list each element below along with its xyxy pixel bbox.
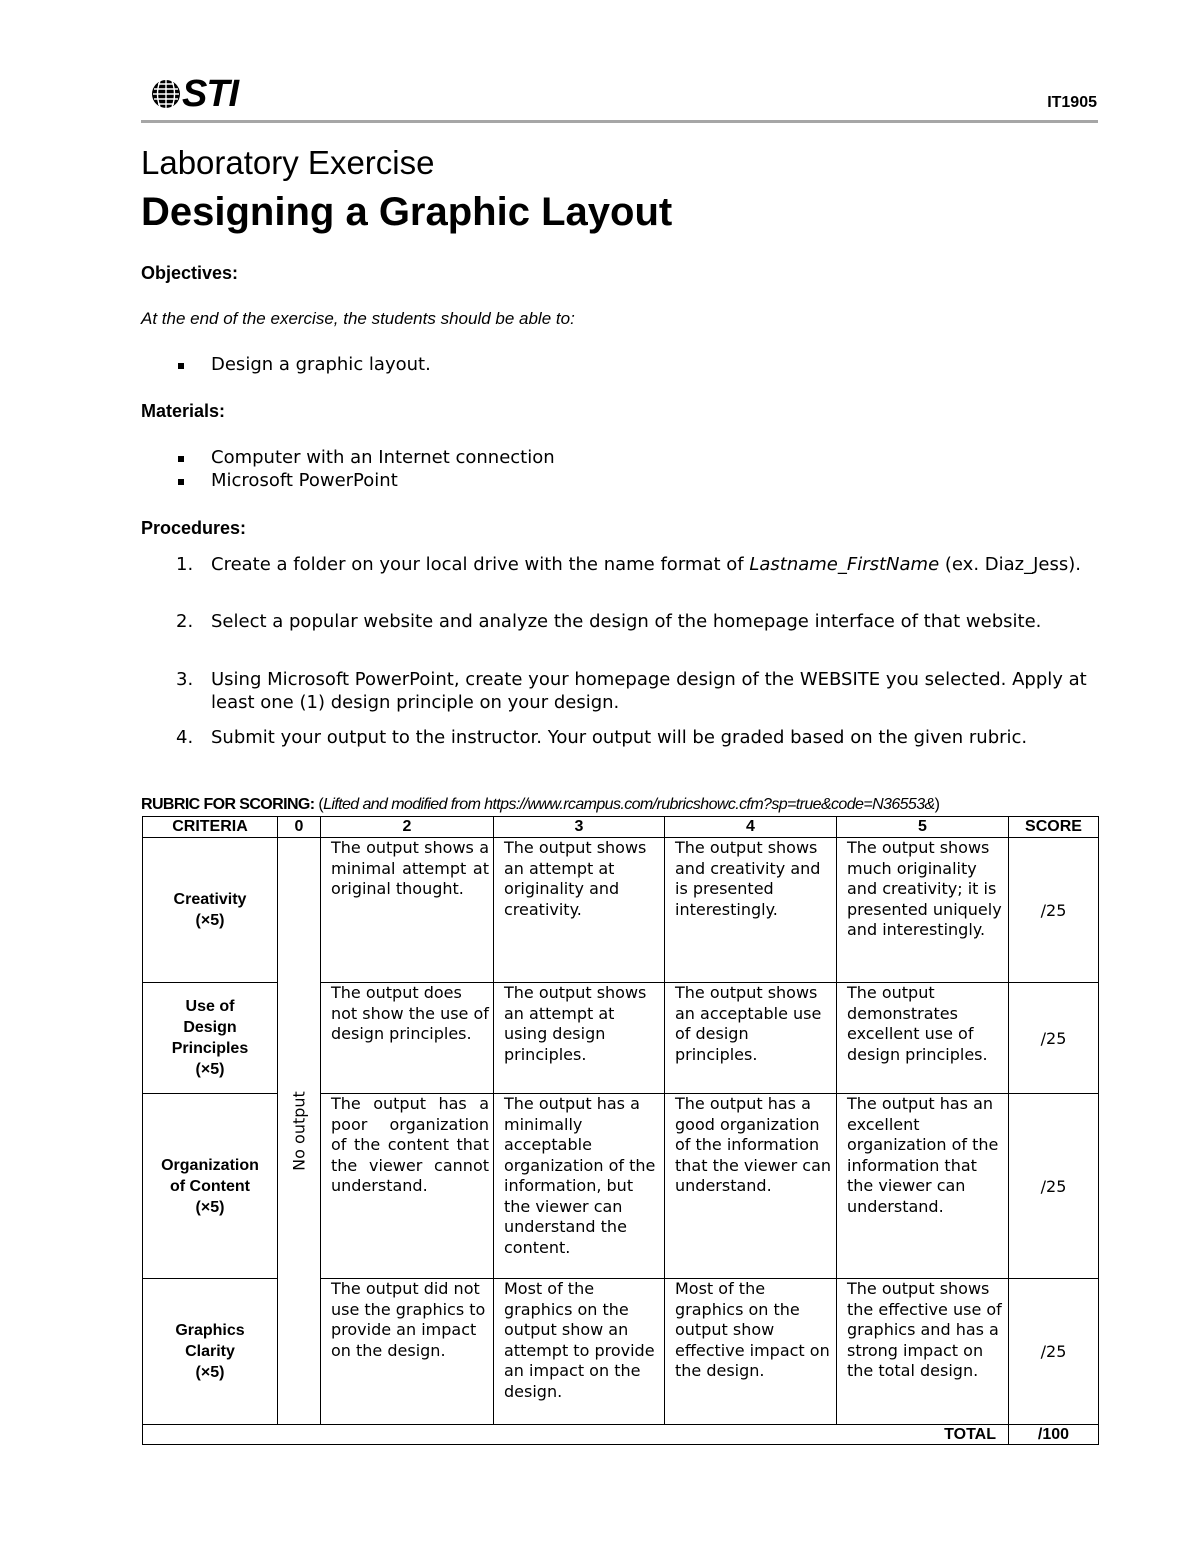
rating-cell: Most of the graphics on the output show effective impact on the design.	[665, 1279, 837, 1425]
column-header: 2	[321, 817, 494, 838]
table-header-row	[143, 817, 1099, 838]
rubric-source: Lifted and modified from https://www.rcampus.com/rubricshowc.cfm?sp=true&code=N36553&	[323, 796, 935, 813]
procedures-heading: Procedures:	[141, 518, 247, 538]
objectives-intro: At the end of the exercise, the students should be able to:	[141, 309, 575, 328]
rating-cell: The output shows much originality and creativity; it is presented uniquely and interestingly.	[837, 838, 1009, 983]
rating-cell: The output does not show the use of design principles.	[321, 983, 494, 1094]
page-subtitle: Laboratory Exercise	[141, 144, 435, 181]
header-divider	[141, 120, 1098, 123]
total-value: /100	[1009, 1425, 1099, 1445]
column-header: CRITERIA	[143, 817, 278, 838]
page-title: Designing a Graphic Layout	[141, 190, 673, 234]
rating-cell: The output shows and creativity and is presented interestingly.	[665, 838, 837, 983]
table-row	[143, 838, 1099, 983]
document-page: STI IT1905 Laboratory Exercise Designing a Graphic Layout Objectives: At the end of the exercise, the students should be able to: Design a graphic layout. Materials: Computer with an Internet connection Microsoft PowerPoint Procedures: 1. Create a folder on your local drive with the name format of Lastname_FirstName (ex. Diaz_Jess). 2. Select a popular website and analyze the design of the homepage interface of that website. 3. Using Microsoft PowerPoint, create your homepage design of the WEBSITE you selected. Apply at least one (1) design principle on your design. 4. Submit your output to the instructor. Your output will be graded based on the given rubric. RUBRIC FOR SCORING: (Lifted and modified from https://www.rcampus.com/rubricshowc.cfm?sp=true&code=N36553&) CRITERIA 0 2 3 4 5 SCORE Creativity (×5) No output The output shows a minimal attempt at original thought. The output shows an attempt at originality and creativity. The output shows and creativity and is presented interestingly. The output shows much originality and creativity; it is presented uniquely and interestingly. /25 Use of Design Principles (×5) The output does not show the use of design principles. The output shows an attempt at using design principles. The output shows an acceptable use of design principles. The output demonstrates excellent use of design principles. /25 Organization of Content (×5) The output has a poor organization of the content that the viewer cannot understand. The output has a minimally acceptable organization of the information, but the viewer can understand the content. The output has a good organization of the information that the viewer can understand. The output has an excellent organization of the information that the viewer can understand. /25 Graphics Clarity (×5) The output did not use the graphics to provide an impact on the design. Most of the graphics on the output show an attempt to provide an impact on the design. Most of the graphics on the output show effective impact on the design. The output shows the effective use of graphics and has a strong impact on the total design. /25 TOTAL /100	[0, 0, 1200, 1553]
score-cell: /25	[1009, 838, 1099, 983]
total-label: TOTAL	[143, 1425, 1009, 1445]
rating-cell: The output has a good organization of the information that the viewer can understand.	[665, 1094, 837, 1279]
no-output-cell	[278, 838, 321, 1425]
score-cell: /25	[1009, 1279, 1099, 1425]
bullet-icon	[178, 456, 184, 462]
column-header: SCORE	[1009, 817, 1099, 838]
column-header: 3	[494, 817, 665, 838]
criteria-cell: Creativity (×5)	[143, 838, 278, 983]
logo-text: STI	[182, 73, 239, 115]
column-header: 4	[665, 817, 837, 838]
score-cell: /25	[1009, 1094, 1099, 1279]
sti-logo	[150, 72, 240, 116]
criteria-cell: Organization of Content (×5)	[143, 1094, 278, 1279]
rubric-table	[142, 816, 1099, 1445]
rating-cell: Most of the graphics on the output show an attempt to provide an impact on the design.	[494, 1279, 665, 1425]
bullet-icon	[178, 363, 184, 369]
score-cell: /25	[1009, 983, 1099, 1094]
rating-cell: The output shows an attempt at originality and creativity.	[494, 838, 665, 983]
rating-cell: The output has a minimally acceptable organization of the information, but the viewer can understand the content.	[494, 1094, 665, 1279]
no-output-label: No output	[289, 1091, 309, 1171]
total-row	[143, 1425, 1099, 1445]
materials-heading: Materials:	[141, 401, 226, 421]
rating-cell: The output shows an attempt at using design principles.	[494, 983, 665, 1094]
rating-cell: The output did not use the graphics to provide an impact on the design.	[321, 1279, 494, 1425]
globe-icon	[150, 78, 182, 110]
folder-name-format: Lastname_FirstName	[749, 554, 940, 575]
bullet-icon	[178, 479, 184, 485]
column-header: 5	[837, 817, 1009, 838]
rating-cell: The output shows a minimal attempt at original thought.	[321, 838, 494, 983]
rating-cell: The output has a poor organization of the content that the viewer cannot understand.	[321, 1094, 494, 1279]
course-code: IT1905	[1047, 94, 1097, 111]
criteria-cell: Graphics Clarity (×5)	[143, 1279, 278, 1425]
objectives-heading: Objectives:	[141, 263, 239, 283]
rating-cell: The output has an excellent organization of the information that the viewer can understand.	[837, 1094, 1009, 1279]
rating-cell: The output shows an acceptable use of design principles.	[665, 983, 837, 1094]
rubric-heading: RUBRIC FOR SCORING: (Lifted and modified from https://www.rcampus.com/rubricshowc.cfm?sp=true&code=N36553&)	[141, 796, 940, 813]
rating-cell: The output demonstrates excellent use of design principles.	[837, 983, 1009, 1094]
rating-cell: The output shows the effective use of graphics and has a strong impact on the total design.	[837, 1279, 1009, 1425]
criteria-cell: Use of Design Principles (×5)	[143, 983, 278, 1094]
column-header: 0	[278, 817, 321, 838]
